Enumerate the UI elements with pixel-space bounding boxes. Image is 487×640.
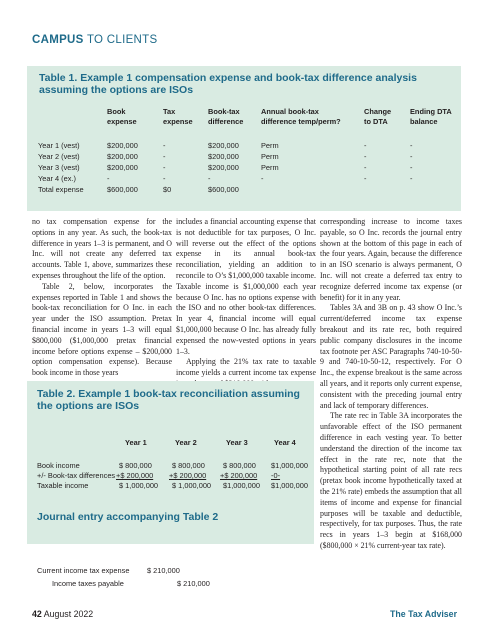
t2-row-label: Taxable income [37, 481, 89, 490]
t2-cell: $ 800,000 [119, 461, 152, 470]
t1-cell: - [410, 174, 413, 183]
t1-row-label: Year 1 (vest) [38, 141, 80, 150]
page-number: 42 [32, 609, 42, 619]
t2-cell: $1,000,000 [271, 481, 308, 490]
t1-cell: - [163, 141, 166, 150]
table-1 [27, 66, 461, 211]
t2-col-header: Year 3 [226, 438, 248, 447]
t2-cell: $1,000,000 [223, 481, 260, 490]
paragraph: corresponding increase to income taxes payable, so O Inc. records the journal entry shown at the bottom of this page in each of the four years. Again, because the difference in an ISO scenario is always permanent, O Inc. will not create a deferred tax entry to recognize deferred income tax expense (or benefit) for it in any year. [320, 217, 462, 302]
paragraph: no tax compensation expense for the options in any year. As such, the book-tax difference in years 1–3 is permanent, and O Inc. will not create any deferred tax accounts. Table 1, above, summarizes these expenses throughout the life of the option. [32, 217, 172, 280]
t1-col-header: Book-tax difference [208, 107, 244, 126]
t1-cell: - [410, 152, 413, 161]
section-header [32, 34, 157, 46]
journal-credit-label: Income taxes payable [52, 579, 124, 588]
journal-entry-title: Journal entry accompanying Table 2 [37, 511, 219, 523]
t1-cell: $200,000 [107, 141, 138, 150]
t1-row-label: Year 2 (vest) [38, 152, 80, 161]
t1-cell: - [364, 141, 367, 150]
t1-cell: - [364, 163, 367, 172]
paragraph: Applying the 21% tax rate to taxable income yields a current income tax expense [176, 357, 316, 378]
t2-cell: $ 800,000 [223, 461, 256, 470]
t1-cell: $200,000 [208, 163, 239, 172]
t2-row-label: Book income [37, 461, 80, 470]
t1-cell: - [163, 163, 166, 172]
t2-col-header: Year 2 [175, 438, 197, 447]
body-column-1 [32, 217, 172, 379]
t2-col-header: Year 4 [274, 438, 296, 447]
section-header-rest: TO CLIENTS [86, 34, 158, 46]
t1-cell: Perm [261, 141, 279, 150]
table-2 [27, 381, 314, 544]
table-1-title: Table 1. Example 1 compensation expense and book-tax difference analysis assuming the options are ISOs [39, 72, 417, 96]
t1-col-header: Annual book-tax difference temp/perm? [261, 107, 341, 126]
t2-cell: +$ 200,000 [169, 471, 207, 480]
t2-col-header: Year 1 [125, 438, 147, 447]
issue-date: August 2022 [43, 609, 94, 619]
t1-cell: $600,000 [107, 185, 138, 194]
t1-col-header: Tax expense [163, 107, 193, 126]
t1-cell: - [107, 174, 110, 183]
t1-col-header: Change to DTA [364, 107, 392, 126]
paragraph: includes a financial accounting expense that is not deductible for tax purposes, O Inc. will reverse out the effect of the options expense in its annual book-tax reconciliation, yielding an addition to reconcile to O’s $1,000,000 taxable income. Taxable income is $1,000,000 each year because O Inc. has no options expense with the ISO and no other book-tax differences. In year 4, financial income will equal $1,000,000 because O Inc. has already fully expensed the now-vested options in years 1–3. [176, 217, 316, 356]
t1-cell: Perm [261, 163, 279, 172]
t1-row-label: Year 3 (vest) [38, 163, 80, 172]
body-column-2 [176, 217, 316, 390]
t1-cell: $200,000 [107, 163, 138, 172]
t1-row-label: Total expense [38, 185, 84, 194]
journal-debit-amount: $ 210,000 [147, 566, 180, 575]
t1-col-header: Ending DTA balance [410, 107, 452, 126]
body-column-3 [320, 217, 462, 552]
t2-cell: +$ 200,000 [116, 471, 154, 480]
t2-cell: $ 1,000,000 [172, 481, 212, 490]
footer-left [32, 609, 93, 619]
t1-cell: - [364, 174, 367, 183]
t1-cell: $200,000 [208, 141, 239, 150]
t2-row-label: +/- Book-tax differences [37, 471, 116, 480]
t2-cell: -0- [271, 471, 281, 480]
t1-col-header: Book expense [107, 107, 137, 126]
t2-cell: +$ 200,000 [220, 471, 258, 480]
section-header-bold: CAMPUS [32, 34, 84, 46]
t1-cell: - [410, 141, 413, 150]
publication-name: The Tax Adviser [390, 609, 457, 619]
t2-cell: $1,000,000 [271, 461, 308, 470]
t1-cell: $0 [163, 185, 172, 194]
t1-cell: Perm [261, 152, 279, 161]
t1-cell: - [208, 174, 211, 183]
paragraph: The rate rec in Table 3A incorporates the unfavorable effect of the ISO permanent difference in each vesting year. To better understand the direction of the income tax effect in the rate rec, note that the hypothetical starting point of all rate recs (pretax book income hypothetically taxed at the 21% rate) embeds the assumption that all items of income and expense for financial purposes will be taxable and deductible, respectively, for tax purposes. Thus, the rate recs in years 1–3 begin at $168,000 ($800,000 × 21% current-year tax rate). [320, 411, 462, 550]
table-2-title: Table 2. Example 1 book-tax reconciliation assuming the options are ISOs [37, 388, 300, 412]
t2-cell: $ 800,000 [172, 461, 205, 470]
paragraph: Tables 3A and 3B on p. 43 show O Inc.’s current/deferred income tax expense breakout and its rate rec, both required public company disclosures in the income tax footnote per ASC Paragraphs 740-10-50-9 and 740-10-50-12, respectively. For O Inc., the expense breakout is the same across all years, and it reports only current expense, consistent with the preceding journal entry and lack of temporary differences. [320, 303, 462, 410]
journal-debit-label: Current income tax expense [37, 566, 130, 575]
t1-cell: - [163, 152, 166, 161]
t1-cell: $600,000 [208, 185, 239, 194]
t1-cell: - [261, 174, 264, 183]
t1-cell: - [163, 174, 166, 183]
t1-cell: $200,000 [107, 152, 138, 161]
t2-cell: $ 1,000,000 [119, 481, 159, 490]
t1-cell: $200,000 [208, 152, 239, 161]
t1-cell: - [410, 163, 413, 172]
t1-cell: - [364, 152, 367, 161]
t1-row-label: Year 4 (ex.) [38, 174, 76, 183]
paragraph: Table 2, below, incorporates the expenses reported in Table 1 and shows the book-tax reconciliation for O Inc. in each year under the ISO assumption. Pretax financial income in years 1–3 will equal $800,000 ($1,000,000 pretax financial income before options expense – $200,000 option compensation expense). Because book income in those years [32, 281, 172, 378]
journal-credit-amount: $ 210,000 [177, 579, 210, 588]
